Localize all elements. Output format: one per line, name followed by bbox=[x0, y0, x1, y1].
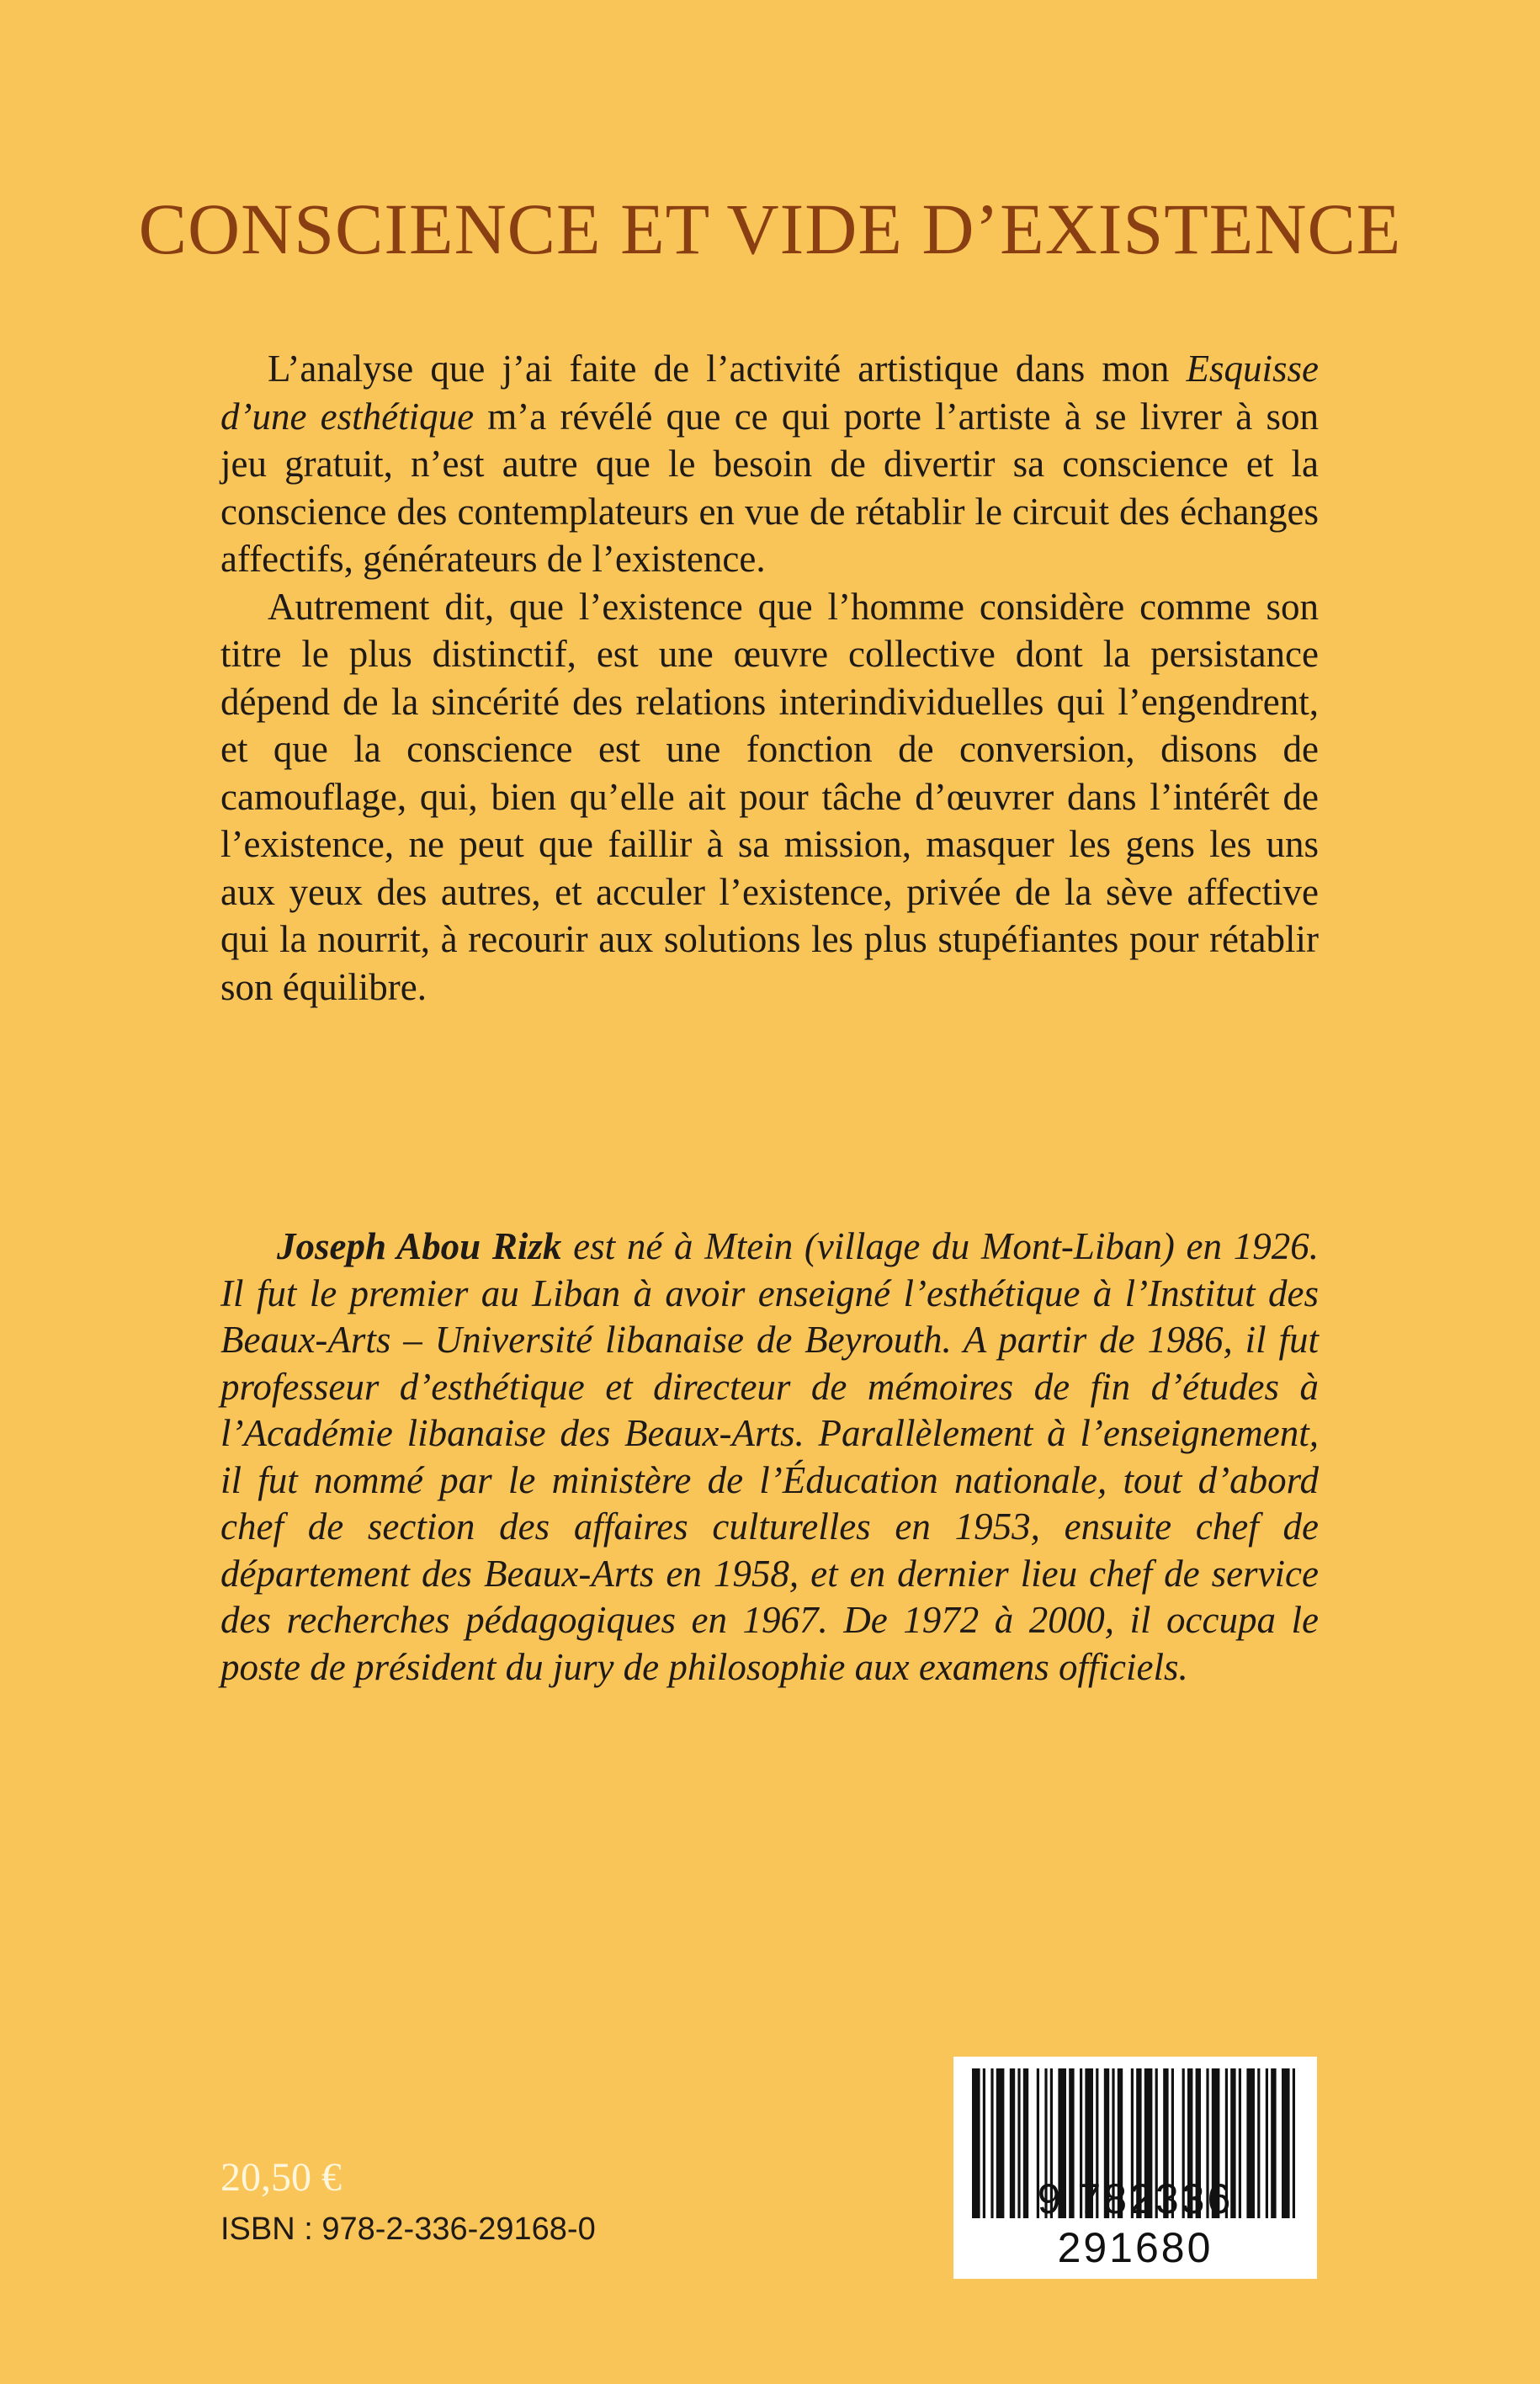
blurb-paragraph-2: Autrement dit, que l’existence que l’homme considère comme son titre le plus distinctif, est une œuvre collective dont la persistance dépend de la sincérité des relations interindividuelles qui l’engendrent, et que la conscience est une fonction de conversion, disons de camouflage, qui, bien qu’elle ait pour tâche d’œuvrer dans l’intérêt de l’existence, ne peut que faillir à sa mission, masquer les gens les uns aux yeux des autres, et acculer l’existence, privée de la sève affective qui la nourrit, à recourir aux solutions les plus stupéfiantes pour rétablir son équilibre. bbox=[220, 585, 1319, 1008]
barcode-digits: 9 782336 291680 bbox=[1037, 2175, 1234, 2271]
author-bio-text: est né à Mtein (village du Mont-Liban) en 1926. Il fut le premier au Liban à avoir enseigné l’esthétique à l’Institut des Beaux-Arts – Université libanaise de Beyrouth. A partir de 1986, il fut professeur d’esthétique et directeur de mémoires de fin d’études à l’Académie libanaise des Beaux-Arts. Parallèlement à l’enseignement, il fut nommé par le ministère de l’Éducation nationale, tout d’abord chef de section des affaires culturelles en 1953, ensuite chef de département des Beaux-Arts en 1958, et en dernier lieu chef de service des recherches pédagogiques en 1967. De 1972 à 2000, il occupa le poste de président du jury de philosophie aux examens officiels. bbox=[220, 1225, 1319, 1688]
blurb-book-reference: Esquisse d’une esthétique bbox=[220, 348, 1319, 438]
isbn-label: ISBN : 978-2-336-29168-0 bbox=[220, 2211, 596, 2247]
book-title: CONSCIENCE ET VIDE D’EXISTENCE bbox=[138, 188, 1402, 269]
barcode bbox=[953, 2057, 1317, 2279]
price-label: 20,50 € bbox=[220, 2155, 342, 2200]
author-name: Joseph Abou Rizk bbox=[277, 1225, 562, 1267]
blurb-paragraph-1 bbox=[220, 345, 1319, 583]
book-blurb bbox=[220, 345, 1319, 1011]
author-bio-paragraph bbox=[220, 1224, 1319, 1691]
author-bio bbox=[220, 1224, 1319, 1691]
blurb-p1-before: L’analyse que j’ai faite de l’activité artistique dans mon bbox=[268, 348, 1187, 390]
blurb-p1-after: m’a révélé que ce qui porte l’artiste à se livrer à son jeu gratuit, n’est autre que le besoin de divertir sa conscience et la conscience des contemplateurs en vue de rétablir le circuit des échanges affectifs, générateurs de l’existence. bbox=[220, 395, 1319, 580]
